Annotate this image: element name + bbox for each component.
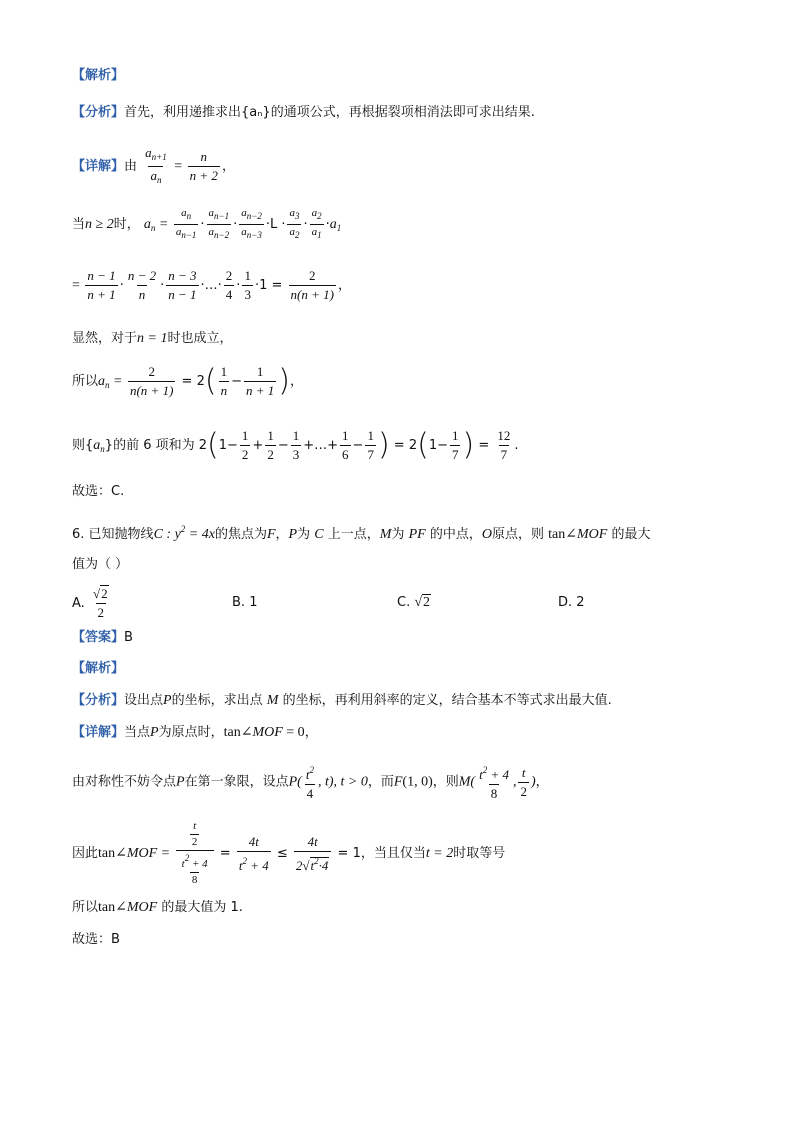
partial-sum: 则$\{a_n\}$的前 6 项和为 2(1− $\frac{1}{2}$ + $\frac{1}{2}$ − $\frac{1}{3}$ +…+ $\frac{1}{6}$ − $\frac{1}{7}$ ) = 2(1− $\frac{1}{7}$ ) = $\frac{12}{7}$ . <box>72 427 519 463</box>
option-d[interactable]: D. 2 <box>558 595 585 610</box>
analysis-text: 首先，利用递推求出{aₙ}的通项公式，再根据裂项相消法即可求出结果. <box>124 105 535 120</box>
recurrence-fraction-right: $\frac{n}{n + 2}$ <box>189 149 218 183</box>
analysis-heading: 【解析】 <box>72 68 125 83</box>
question-6-line2: 值为（ ） <box>72 557 129 572</box>
analysis-paragraph <box>72 104 535 122</box>
max-value-line: 所以tan∠MOF 的最大值为 1. <box>72 900 243 915</box>
general-term: 所以$a_n$ = $\frac{2}{n(n + 1)}$ = 2( $\frac{1}{n}$ − $\frac{1}{n + 1}$ )， <box>72 363 303 399</box>
question-6-line1: 6. 已知抛物线C : $y^2 = 4x$的焦点为F，P为 C 上一点，M为 PF 的中点，O原点，则 tan∠MOF 的最大 <box>72 524 651 542</box>
detail-tag: 【详解】 <box>72 159 125 174</box>
answer-line <box>72 629 133 647</box>
analysis-heading-2: 【解析】 <box>72 661 125 676</box>
analysis-paragraph-2: 【分析】设出点P的坐标，求出点 M 的坐标，再利用斜率的定义，结合基本不等式求出最大值. <box>72 693 612 708</box>
symmetry-line: 由对称性不妨令点P在第一象限，设点P( $\frac{t^2}{4}$ , t), t > 0，而F(1, 0)，则M( $\frac{t^2 + 4}{8}$ , $\frac{t}{2}$ )， <box>72 764 549 801</box>
options-row <box>72 586 722 622</box>
detail-prefix: 由 <box>124 159 138 174</box>
analysis-tag: 【分析】 <box>72 105 125 120</box>
n1-check: 显然，对于n = 1时也成立， <box>72 331 233 346</box>
option-c[interactable]: C. √2 <box>397 595 431 610</box>
telescoping-values: = $\frac{n - 1}{n + 1}$ · $\frac{n - 2}{n}$ · $\frac{n - 3}{n - 1}$ ·…· $\frac{2}{4}$ · $\frac{1}{3}$ ·1 = $\frac{2}{n(n + 1)}$ ， <box>72 268 351 302</box>
option-a[interactable]: A. $\frac{√2}{2}$ <box>72 586 108 620</box>
telescoping-product: 当n ≥ 2时， $a_n$ = $\frac{a_n}{a_{n-1}}$ · $\frac{a_{n-1}}{a_{n-2}}$ · $\frac{a_{n-2}}{a_{n-3}}$ ·L · $\frac{a_3}{a_2}$ · $\frac{a_2}{a_1}$ $\cdot a_1$ <box>72 207 342 240</box>
answer-value: B <box>124 630 133 645</box>
recurrence-fraction-left: $\frac{a_{n+1}}{a_n}$ <box>143 145 169 188</box>
answer-choice-c: 故选：C. <box>72 484 125 499</box>
detail-recurrence: 【详解】由 $\frac{a_{n+1}}{a_n}$ = $\frac{n}{n + 2}$ ， <box>72 145 235 188</box>
detail-paragraph-2: 【详解】当点P为原点时，tan∠MOF = 0， <box>72 725 318 740</box>
inequality-line: 因此tan∠MOF = $\frac{\frac{t}{2}}{\frac{t^2 + 4}{8}}$ = $\frac{4t}{t^2 + 4}$ ≤ $\frac{4t}{2√t^2\cdot 4}$ = 1，当且仅当t = 2时取等号 <box>72 820 506 886</box>
answer-choice-b: 故选：B <box>72 932 120 947</box>
option-b[interactable]: B. 1 <box>232 595 258 610</box>
answer-tag: 【答案】 <box>72 630 125 645</box>
